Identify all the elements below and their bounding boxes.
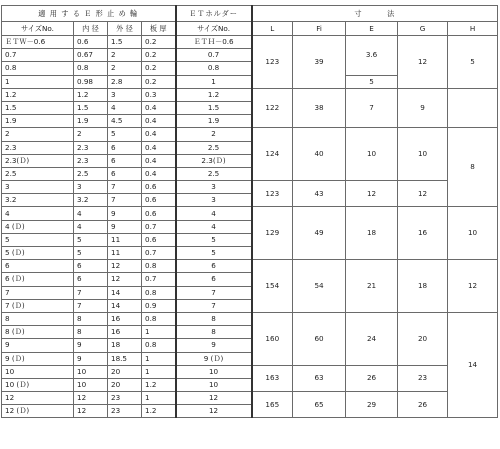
e-ring-size-cell: 9 — [2, 339, 74, 352]
holder-size-cell: 8 — [176, 326, 252, 339]
inner-diameter-cell: 0.67 — [74, 49, 108, 62]
thickness-cell: 0.8 — [142, 260, 176, 273]
dim-G-cell: 16 — [398, 207, 448, 260]
thickness-cell: 0.2 — [142, 49, 176, 62]
outer-diameter-cell: 14 — [108, 286, 142, 299]
e-ring-size-cell: 2.3 — [2, 141, 74, 154]
e-ring-size-cell: 5 — [2, 233, 74, 246]
outer-diameter-cell: 6 — [108, 167, 142, 180]
col-Fi: Fi — [293, 22, 346, 36]
col-E: E — [346, 22, 398, 36]
e-ring-size-cell: 0.8 — [2, 62, 74, 75]
thickness-cell: 0.4 — [142, 101, 176, 114]
outer-diameter-cell: 16 — [108, 312, 142, 325]
outer-diameter-cell: 6 — [108, 154, 142, 167]
col-holder-size-no: サイズNo. — [176, 22, 252, 36]
inner-diameter-cell: 1.5 — [74, 101, 108, 114]
dim-E-cell: 18 — [346, 207, 398, 260]
e-ring-size-cell: 1.5 — [2, 101, 74, 114]
inner-diameter-cell: 6 — [74, 260, 108, 273]
inner-diameter-cell: 7 — [74, 299, 108, 312]
e-ring-size-cell: 7 (Ｄ) — [2, 299, 74, 312]
holder-size-cell: 1.5 — [176, 101, 252, 114]
outer-diameter-cell: 3 — [108, 88, 142, 101]
inner-diameter-cell: 2 — [74, 128, 108, 141]
dim-E-cell: 10 — [346, 128, 398, 181]
dim-L-cell: 123 — [252, 36, 293, 89]
holder-size-cell: 10 — [176, 365, 252, 378]
holder-size-cell: 0.8 — [176, 62, 252, 75]
e-ring-size-cell: 8 — [2, 312, 74, 325]
dim-Fi-cell: 43 — [293, 181, 346, 207]
thickness-cell: 0.9 — [142, 299, 176, 312]
inner-diameter-cell: 3.2 — [74, 194, 108, 207]
e-ring-size-cell: 2 — [2, 128, 74, 141]
header-group-row — [2, 6, 498, 22]
holder-size-cell: 5 — [176, 233, 252, 246]
thickness-cell: 0.7 — [142, 220, 176, 233]
thickness-cell: 0.7 — [142, 247, 176, 260]
holder-size-cell: 12 — [176, 405, 252, 418]
dim-Fi-cell: 60 — [293, 312, 346, 365]
outer-diameter-cell: 2 — [108, 49, 142, 62]
outer-diameter-cell: 18.5 — [108, 352, 142, 365]
outer-diameter-cell: 11 — [108, 233, 142, 246]
dim-G-cell: 23 — [398, 365, 448, 391]
dim-G-cell: 12 — [398, 36, 448, 89]
col-inner-diameter: 内 径 — [74, 22, 108, 36]
thickness-cell: 0.2 — [142, 62, 176, 75]
dim-L-cell: 160 — [252, 312, 293, 365]
dim-H-cell — [448, 88, 498, 128]
holder-size-cell: 10 — [176, 378, 252, 391]
inner-diameter-cell: 7 — [74, 286, 108, 299]
col-size-no: サイズNo. — [2, 22, 74, 36]
thickness-cell: 0.2 — [142, 36, 176, 49]
holder-size-cell: 4 — [176, 220, 252, 233]
thickness-cell: 0.4 — [142, 141, 176, 154]
holder-size-cell: 3 — [176, 181, 252, 194]
inner-diameter-cell: 8 — [74, 312, 108, 325]
outer-diameter-cell: 2.8 — [108, 75, 142, 88]
e-ring-size-cell: 10 (Ｄ) — [2, 378, 74, 391]
thickness-cell: 0.2 — [142, 75, 176, 88]
holder-size-cell: 5 — [176, 247, 252, 260]
thickness-cell: 1 — [142, 365, 176, 378]
inner-diameter-cell: 6 — [74, 273, 108, 286]
col-G: G — [398, 22, 448, 36]
table-row — [2, 36, 498, 49]
e-ring-size-cell: 10 — [2, 365, 74, 378]
e-ring-size-cell: 12 (Ｄ) — [2, 405, 74, 418]
dim-E-cell: 3.6 — [346, 36, 398, 76]
table-row — [2, 128, 498, 141]
inner-diameter-cell: 3 — [74, 181, 108, 194]
table-row — [2, 260, 498, 273]
thickness-cell: 0.4 — [142, 128, 176, 141]
e-ring-size-cell: 6 — [2, 260, 74, 273]
e-ring-size-cell: 1.2 — [2, 88, 74, 101]
e-ring-size-cell: 8 (Ｄ) — [2, 326, 74, 339]
dim-E-cell: 26 — [346, 365, 398, 391]
outer-diameter-cell: 20 — [108, 378, 142, 391]
thickness-cell: 0.4 — [142, 115, 176, 128]
inner-diameter-cell: 5 — [74, 233, 108, 246]
holder-size-cell: 9 (Ｄ) — [176, 352, 252, 365]
table-row — [2, 207, 498, 220]
dim-E-cell: 12 — [346, 181, 398, 207]
thickness-cell: 1.2 — [142, 378, 176, 391]
thickness-cell: 1 — [142, 352, 176, 365]
thickness-cell: 0.6 — [142, 194, 176, 207]
inner-diameter-cell: 10 — [74, 365, 108, 378]
dim-Fi-cell: 40 — [293, 128, 346, 181]
thickness-cell: 0.4 — [142, 167, 176, 180]
dim-H-cell: 12 — [448, 260, 498, 313]
inner-diameter-cell: 0.98 — [74, 75, 108, 88]
dim-L-cell: 165 — [252, 392, 293, 418]
thickness-cell: 0.7 — [142, 273, 176, 286]
e-ring-size-cell: 5 (Ｄ) — [2, 247, 74, 260]
table-row — [2, 88, 498, 101]
dim-H-cell: 10 — [448, 207, 498, 260]
inner-diameter-cell: 9 — [74, 352, 108, 365]
holder-size-cell: 2.5 — [176, 167, 252, 180]
holder-size-cell: 1 — [176, 75, 252, 88]
outer-diameter-cell: 7 — [108, 194, 142, 207]
dim-Fi-cell: 65 — [293, 392, 346, 418]
e-ring-size-cell: 7 — [2, 286, 74, 299]
dim-L-cell: 129 — [252, 207, 293, 260]
dim-Fi-cell: 63 — [293, 365, 346, 391]
holder-size-cell: 8 — [176, 312, 252, 325]
dim-E-cell: 7 — [346, 88, 398, 128]
e-ring-size-cell: 4 — [2, 207, 74, 220]
holder-size-cell: 7 — [176, 299, 252, 312]
inner-diameter-cell: 4 — [74, 220, 108, 233]
table-row — [2, 392, 498, 405]
dim-H-cell: 14 — [448, 312, 498, 418]
outer-diameter-cell: 5 — [108, 128, 142, 141]
dim-G-cell: 18 — [398, 260, 448, 313]
e-ring-size-cell: ＥＴＷ－0.6 — [2, 36, 74, 49]
holder-size-cell: 1.2 — [176, 88, 252, 101]
table-row — [2, 365, 498, 378]
e-ring-size-cell: 2.3(Ｄ) — [2, 154, 74, 167]
header-e-ring-group: 適 用 す る Ｅ 形 止 め 輪 — [2, 6, 176, 22]
outer-diameter-cell: 2 — [108, 62, 142, 75]
inner-diameter-cell: 1.9 — [74, 115, 108, 128]
dim-L-cell: 154 — [252, 260, 293, 313]
thickness-cell: 0.4 — [142, 154, 176, 167]
outer-diameter-cell: 7 — [108, 181, 142, 194]
e-ring-size-cell: 2.5 — [2, 167, 74, 180]
dim-G-cell: 12 — [398, 181, 448, 207]
dim-G-cell: 9 — [398, 88, 448, 128]
inner-diameter-cell: 2.3 — [74, 141, 108, 154]
outer-diameter-cell: 1.5 — [108, 36, 142, 49]
dim-Fi-cell: 54 — [293, 260, 346, 313]
e-ring-size-cell: 9 (Ｄ) — [2, 352, 74, 365]
holder-size-cell: 0.7 — [176, 49, 252, 62]
header-column-row — [2, 22, 498, 36]
outer-diameter-cell: 4.5 — [108, 115, 142, 128]
e-ring-size-cell: 1 — [2, 75, 74, 88]
inner-diameter-cell: 10 — [74, 378, 108, 391]
thickness-cell: 0.8 — [142, 286, 176, 299]
holder-size-cell: 2.3(Ｄ) — [176, 154, 252, 167]
col-L: L — [252, 22, 293, 36]
outer-diameter-cell: 6 — [108, 141, 142, 154]
dim-L-cell: 163 — [252, 365, 293, 391]
outer-diameter-cell: 14 — [108, 299, 142, 312]
thickness-cell: 1 — [142, 392, 176, 405]
holder-size-cell: 6 — [176, 260, 252, 273]
e-ring-size-cell: 3.2 — [2, 194, 74, 207]
holder-size-cell: 12 — [176, 392, 252, 405]
inner-diameter-cell: 9 — [74, 339, 108, 352]
inner-diameter-cell: 5 — [74, 247, 108, 260]
inner-diameter-cell: 0.6 — [74, 36, 108, 49]
outer-diameter-cell: 23 — [108, 392, 142, 405]
table-body — [2, 36, 498, 418]
outer-diameter-cell: 23 — [108, 405, 142, 418]
inner-diameter-cell: 2.5 — [74, 167, 108, 180]
header-dimensions-group: 寸 法 — [252, 6, 498, 22]
e-ring-size-cell: 6 (Ｄ) — [2, 273, 74, 286]
dim-L-cell: 122 — [252, 88, 293, 128]
thickness-cell: 0.8 — [142, 339, 176, 352]
thickness-cell: 0.8 — [142, 312, 176, 325]
holder-size-cell: 9 — [176, 339, 252, 352]
dim-L-cell: 124 — [252, 128, 293, 181]
inner-diameter-cell: 0.8 — [74, 62, 108, 75]
holder-size-cell: 7 — [176, 286, 252, 299]
dim-G-cell: 10 — [398, 128, 448, 181]
e-ring-size-cell: 3 — [2, 181, 74, 194]
inner-diameter-cell: 1.2 — [74, 88, 108, 101]
inner-diameter-cell: 12 — [74, 392, 108, 405]
thickness-cell: 1.2 — [142, 405, 176, 418]
header-holder-group: ＥＴホルダー — [176, 6, 252, 22]
holder-size-cell: ＥＴＨ－0.6 — [176, 36, 252, 49]
outer-diameter-cell: 11 — [108, 247, 142, 260]
col-thickness: 板 厚 — [142, 22, 176, 36]
holder-size-cell: 6 — [176, 273, 252, 286]
outer-diameter-cell: 9 — [108, 220, 142, 233]
inner-diameter-cell: 8 — [74, 326, 108, 339]
holder-size-cell: 2 — [176, 128, 252, 141]
dim-H-cell: 8 — [448, 128, 498, 207]
e-ring-dimension-table — [1, 5, 498, 418]
table-row — [2, 312, 498, 325]
outer-diameter-cell: 16 — [108, 326, 142, 339]
holder-size-cell: 2.5 — [176, 141, 252, 154]
e-ring-size-cell: 0.7 — [2, 49, 74, 62]
holder-size-cell: 1.9 — [176, 115, 252, 128]
dim-G-cell: 26 — [398, 392, 448, 418]
dim-E-cell: 24 — [346, 312, 398, 365]
dim-Fi-cell: 39 — [293, 36, 346, 89]
dim-E-cell: 29 — [346, 392, 398, 418]
thickness-cell: 0.3 — [142, 88, 176, 101]
dim-H-cell: 5 — [448, 36, 498, 89]
outer-diameter-cell: 18 — [108, 339, 142, 352]
outer-diameter-cell: 12 — [108, 260, 142, 273]
dim-G-cell: 20 — [398, 312, 448, 365]
inner-diameter-cell: 2.3 — [74, 154, 108, 167]
e-ring-size-cell: 4 (Ｄ) — [2, 220, 74, 233]
holder-size-cell: 4 — [176, 207, 252, 220]
col-H: H — [448, 22, 498, 36]
thickness-cell: 0.6 — [142, 181, 176, 194]
dim-L-cell: 123 — [252, 181, 293, 207]
dim-E-cell: 5 — [346, 75, 398, 88]
dim-Fi-cell: 49 — [293, 207, 346, 260]
inner-diameter-cell: 4 — [74, 207, 108, 220]
outer-diameter-cell: 9 — [108, 207, 142, 220]
thickness-cell: 0.6 — [142, 207, 176, 220]
thickness-cell: 0.6 — [142, 233, 176, 246]
col-outer-diameter: 外 径 — [108, 22, 142, 36]
table-row — [2, 181, 498, 194]
outer-diameter-cell: 20 — [108, 365, 142, 378]
dim-Fi-cell: 38 — [293, 88, 346, 128]
holder-size-cell: 3 — [176, 194, 252, 207]
dim-E-cell: 21 — [346, 260, 398, 313]
e-ring-size-cell: 1.9 — [2, 115, 74, 128]
thickness-cell: 1 — [142, 326, 176, 339]
outer-diameter-cell: 4 — [108, 101, 142, 114]
inner-diameter-cell: 12 — [74, 405, 108, 418]
outer-diameter-cell: 12 — [108, 273, 142, 286]
e-ring-size-cell: 12 — [2, 392, 74, 405]
